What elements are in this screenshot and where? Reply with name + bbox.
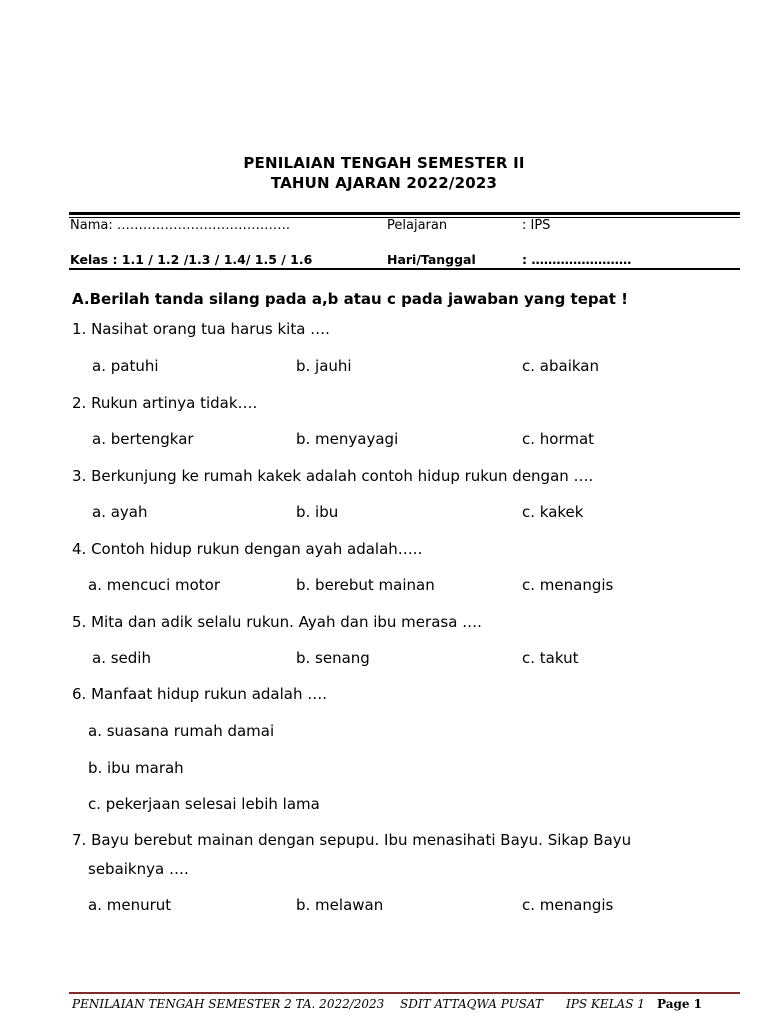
question-2-option-b: b. menyayagi (296, 430, 399, 448)
nama-field: Nama: …………………………………. (70, 218, 290, 233)
question-2: 2. Rukun artinya tidak…. (72, 394, 258, 412)
question-3-option-c: c. kakek (522, 503, 584, 521)
header-bottom-rule (69, 268, 740, 270)
footer-class: IPS KELAS 1 (566, 997, 645, 1011)
question-1: 1. Nasihat orang tua harus kita …. (72, 320, 330, 338)
question-4-option-a: a. mencuci motor (88, 576, 221, 594)
question-7-continuation: sebaiknya …. (88, 860, 189, 878)
footer-rule (69, 992, 740, 994)
question-2-option-a: a. bertengkar (92, 430, 194, 448)
exam-title: PENILAIAN TENGAH SEMESTER II (243, 154, 525, 172)
question-7-option-b: b. melawan (296, 896, 384, 914)
question-6-option-a: a. suasana rumah damai (88, 722, 275, 740)
question-7-option-c: c. menangis (522, 896, 614, 914)
question-5-option-c: c. takut (522, 649, 579, 667)
question-4: 4. Contoh hidup rukun dengan ayah adalah….. (72, 540, 423, 558)
section-a-instruction: A.Berilah tanda silang pada a,b atau c pada jawaban yang tepat ! (72, 290, 628, 308)
footer-page-number: Page 1 (657, 997, 703, 1011)
header-top-rule (69, 212, 740, 215)
footer-exam-name: PENILAIAN TENGAH SEMESTER 2 TA. 2022/2023 (72, 997, 385, 1011)
question-3-option-a: a. ayah (92, 503, 148, 521)
academic-year-title: TAHUN AJARAN 2022/2023 (270, 174, 498, 192)
hari-tanggal-label: Hari/Tanggal (387, 252, 476, 267)
question-6: 6. Manfaat hidup rukun adalah …. (72, 685, 328, 703)
question-5-option-b: b. senang (296, 649, 370, 667)
question-1-option-b: b. jauhi (296, 357, 352, 375)
question-7: 7. Bayu berebut mainan dengan sepupu. Ibu menasihati Bayu. Sikap Bayu (72, 831, 632, 849)
question-3: 3. Berkunjung ke rumah kakek adalah contoh hidup rukun dengan …. (72, 467, 594, 485)
question-2-option-c: c. hormat (522, 430, 595, 448)
question-5: 5. Mita dan adik selalu rukun. Ayah dan ibu merasa …. (72, 613, 482, 631)
question-3-option-b: b. ibu (296, 503, 339, 521)
footer-school-name: SDIT ATTAQWA PUSAT (400, 997, 543, 1011)
question-4-option-c: c. menangis (522, 576, 614, 594)
hari-tanggal-value: : …………………… (522, 252, 632, 267)
question-1-option-c: c. abaikan (522, 357, 599, 375)
kelas-field: Kelas : 1.1 / 1.2 /1.3 / 1.4/ 1.5 / 1.6 (70, 252, 313, 267)
question-4-option-b: b. berebut mainan (296, 576, 435, 594)
question-6-option-b: b. ibu marah (88, 759, 184, 777)
pelajaran-value: : IPS (522, 218, 551, 233)
pelajaran-label: Pelajaran (387, 218, 448, 233)
question-6-option-c: c. pekerjaan selesai lebih lama (88, 795, 320, 813)
question-7-option-a: a. menurut (88, 896, 172, 914)
question-1-option-a: a. patuhi (92, 357, 159, 375)
question-5-option-a: a. sedih (92, 649, 151, 667)
